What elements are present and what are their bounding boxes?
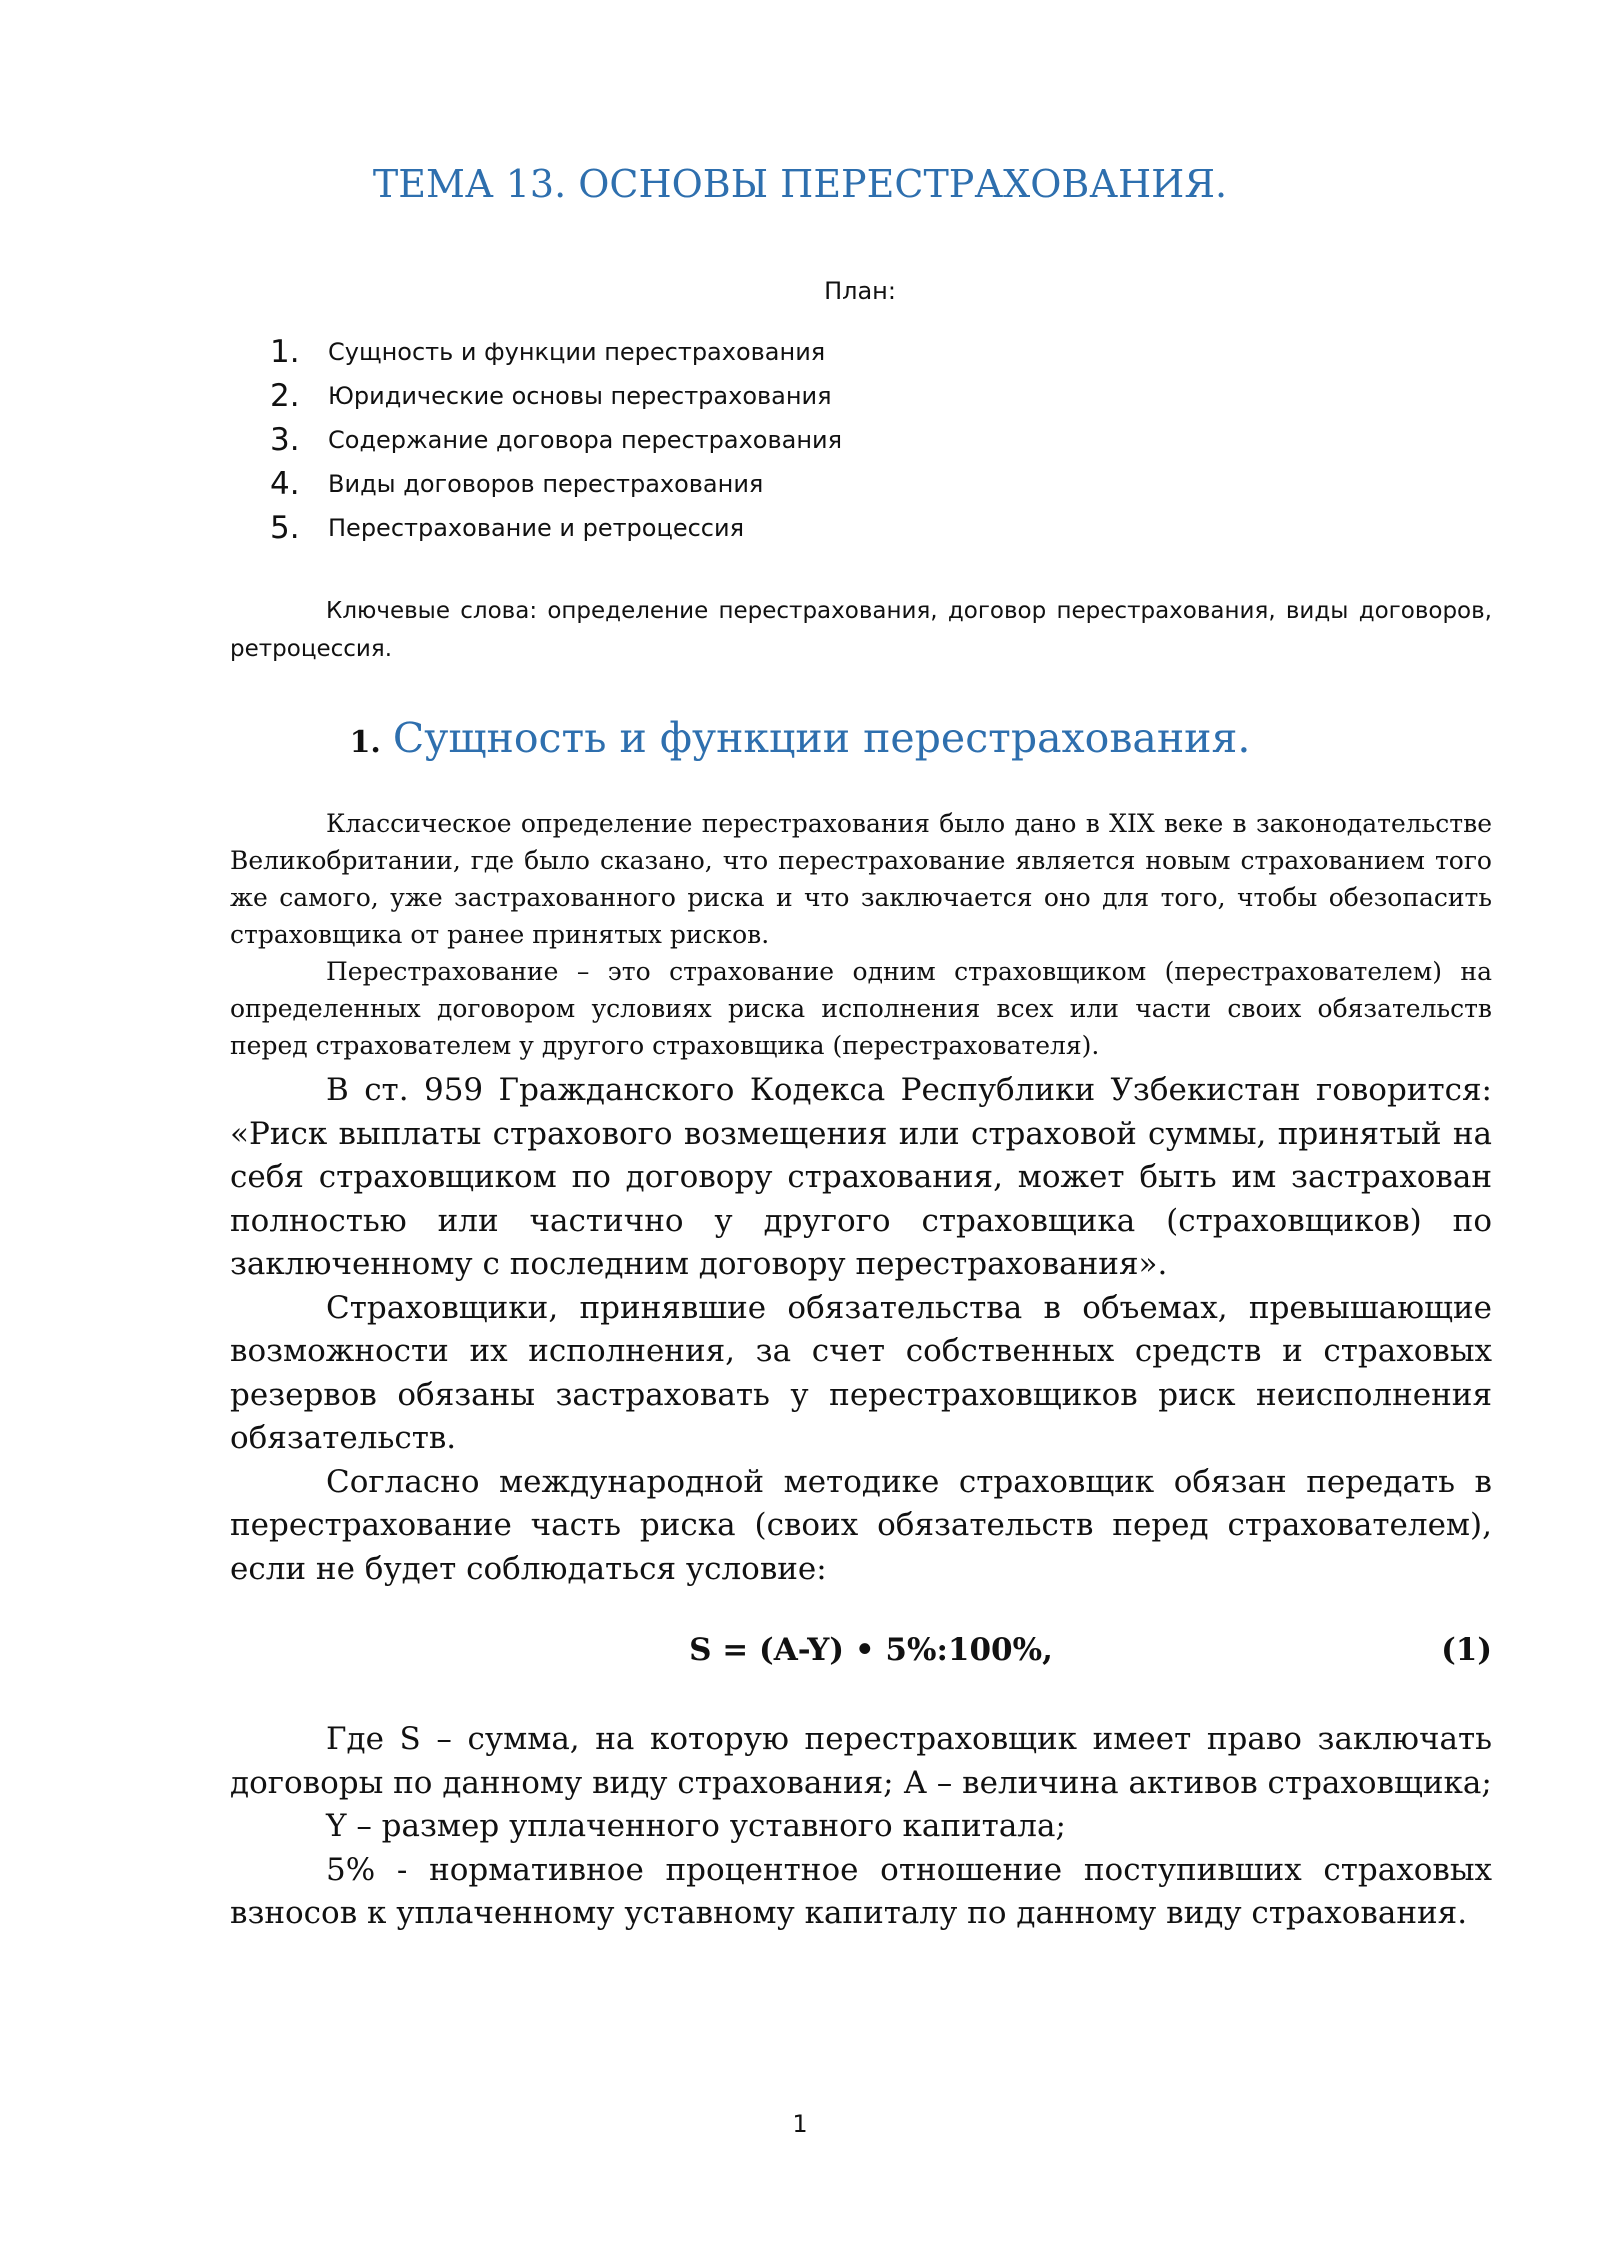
formula-explanation — [230, 1718, 1492, 1936]
plan-item-text: Виды договоров перестрахования — [328, 470, 764, 498]
paragraph: Классическое определение перестрахования было дано в XIX веке в законодательстве Великобритании, где было сказано, что перестрахование является новым страхованием того же самого, уже застрахованного риска и что заключается оно для того, чтобы обезопасить страховщика от ранее принятых рисков. — [230, 809, 1492, 949]
paragraph: 5% - нормативное процентное отношение поступивших страховых взносов к уплаченному уставному капиталу по данному виду страхования. — [230, 1851, 1492, 1931]
intro-paragraphs — [230, 805, 1492, 1064]
plan-item-number: 1. — [270, 334, 300, 370]
plan-item-number: 4. — [270, 466, 300, 502]
plan-item-number: 3. — [270, 422, 300, 458]
paragraph: Согласно международной методике страховщик обязан передать в перестрахование часть риска (своих обязательств перед страхователем), если не будет соблюдаться условие: — [230, 1463, 1492, 1587]
paragraph: Где S – сумма, на которую перестраховщик имеет право заключать договоры по данному виду страхования; А – величина активов страховщика; — [230, 1721, 1492, 1801]
plan-item-text: Содержание договора перестрахования — [328, 426, 843, 454]
main-paragraphs — [230, 1069, 1492, 1591]
plan-item — [270, 462, 842, 506]
paragraph: Y – размер уплаченного уставного капитала; — [326, 1808, 1066, 1844]
plan-item-text: Сущность и функции перестрахования — [328, 338, 826, 366]
plan-item-text: Юридические основы перестрахования — [328, 382, 832, 410]
plan-list — [270, 330, 842, 550]
paragraph: В ст. 959 Гражданского Кодекса Республики Узбекистан говорится: «Риск выплаты страхового возмещения или страховой суммы, принятый на себя страховщиком по договору страхования, может быть им застрахован полностью или частично у другого страховщика (страховщиков) по заключенному с последним договору перестрахования». — [230, 1072, 1492, 1282]
section-title: Сущность и функции перестрахования. — [392, 714, 1251, 762]
page-title: ТЕМА 13. ОСНОВЫ ПЕРЕСТРАХОВАНИЯ. — [372, 162, 1228, 206]
plan-item-number: 5. — [270, 510, 300, 546]
paragraph: Страховщики, принявшие обязательства в объемах, превышающие возможности их исполнения, за счет собственных средств и страховых резервов обязаны застраховать у перестраховщиков риск неисполнения обязательств. — [230, 1289, 1492, 1456]
plan-heading: План: — [824, 277, 896, 305]
plan-item — [270, 330, 842, 374]
plan-item — [270, 418, 842, 462]
formula-row — [230, 1632, 1492, 1682]
section-number: 1. — [349, 725, 381, 760]
formula-number: (1) — [1441, 1632, 1492, 1668]
plan-item — [270, 374, 842, 418]
keywords-paragraph: Ключевые слова: определение перестрахования, договор перестрахования, виды договоров, ретроцессия. — [230, 598, 1492, 662]
paragraph: Перестрахование – это страхование одним страховщиком (перестрахователем) на определенных договором условиях риска исполнения всех или части своих обязательств перед страхователем у другого страховщика (перестрахователя). — [230, 957, 1492, 1060]
plan-item-text: Перестрахование и ретроцессия — [328, 514, 745, 542]
plan-item-number: 2. — [270, 378, 300, 414]
page-number: 1 — [792, 2110, 808, 2138]
plan-item — [270, 506, 842, 550]
formula: S = (A-Y) • 5%:100%, — [689, 1632, 1053, 1668]
section-heading — [0, 708, 1600, 774]
